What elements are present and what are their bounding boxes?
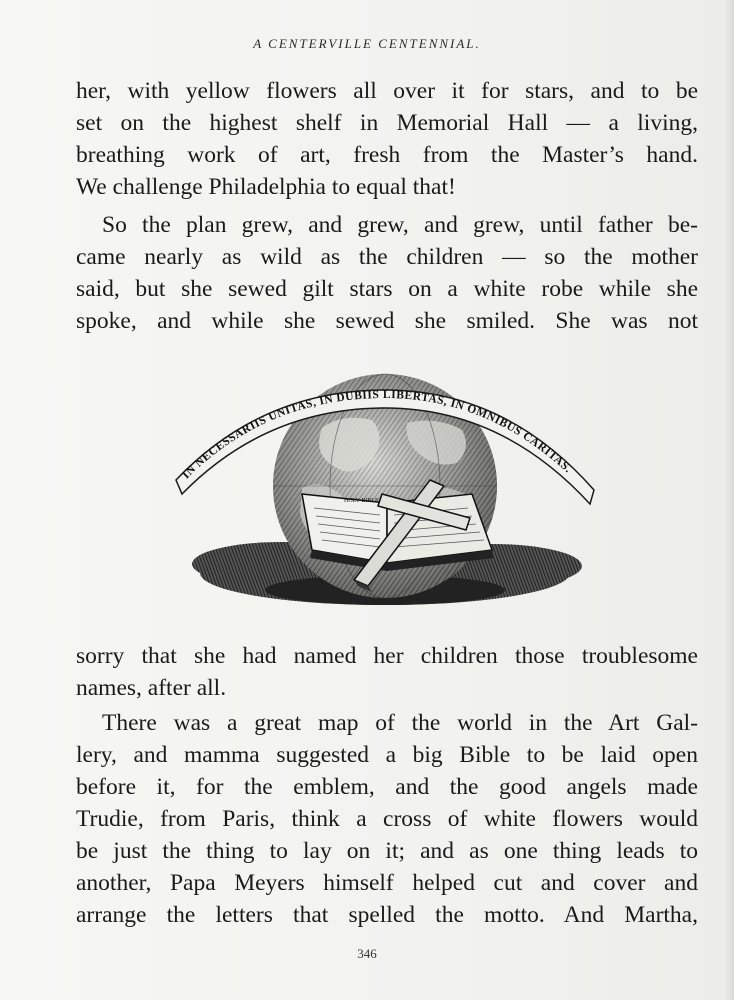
text-line: be just the thing to lay on it; and as one thing leads to <box>76 838 698 864</box>
text-line: said, but she sewed gilt stars on a white robe while she <box>76 276 698 302</box>
paragraph-1 <box>76 75 698 203</box>
paragraph-2 <box>76 209 698 337</box>
text-line: So the plan grew, and grew, and grew, until father be- <box>102 212 698 238</box>
page-edge-shadow <box>724 0 734 1000</box>
text-line: We challenge Philadelphia to equal that! <box>76 174 456 200</box>
text-line: set on the highest shelf in Memorial Hall — a living, <box>76 110 698 136</box>
text-line: names, after all. <box>76 675 227 701</box>
paragraph-3 <box>76 640 698 704</box>
text-line: came nearly as wild as the children — so the mother <box>76 244 698 270</box>
bible-label: HOLY BIBLE <box>344 498 379 504</box>
text-line: sorry that she had named her children those troublesome <box>76 643 698 669</box>
text-line: Trudie, from Paris, think a cross of white flowers would <box>76 806 698 832</box>
text-line: There was a great map of the world in the Art Gal- <box>102 710 698 736</box>
text-line: arrange the letters that spelled the motto. And Martha, <box>76 902 698 928</box>
running-head: A CENTERVILLE CENTENNIAL. <box>253 36 481 51</box>
text-line: another, Papa Meyers himself helped cut and cover and <box>76 870 698 896</box>
motto-text: IN NECESSARIIS UNITAS, IN DUBIIS LIBERTAS, IN OMNIBUS CARITAS. <box>180 388 574 482</box>
text-line: lery, and mamma suggested a big Bible to be laid open <box>76 742 698 768</box>
paragraph-4 <box>76 707 698 931</box>
text-line: spoke, and while she sewed she smiled. She was not <box>76 308 698 334</box>
text-line: breathing work of art, fresh from the Master’s hand. <box>76 142 698 168</box>
text-line: her, with yellow flowers all over it for stars, and to be <box>76 78 698 104</box>
page-number: 346 <box>357 946 377 961</box>
text-line: before it, for the emblem, and the good angels made <box>76 774 698 800</box>
globe-bible-cross-emblem <box>172 368 598 613</box>
